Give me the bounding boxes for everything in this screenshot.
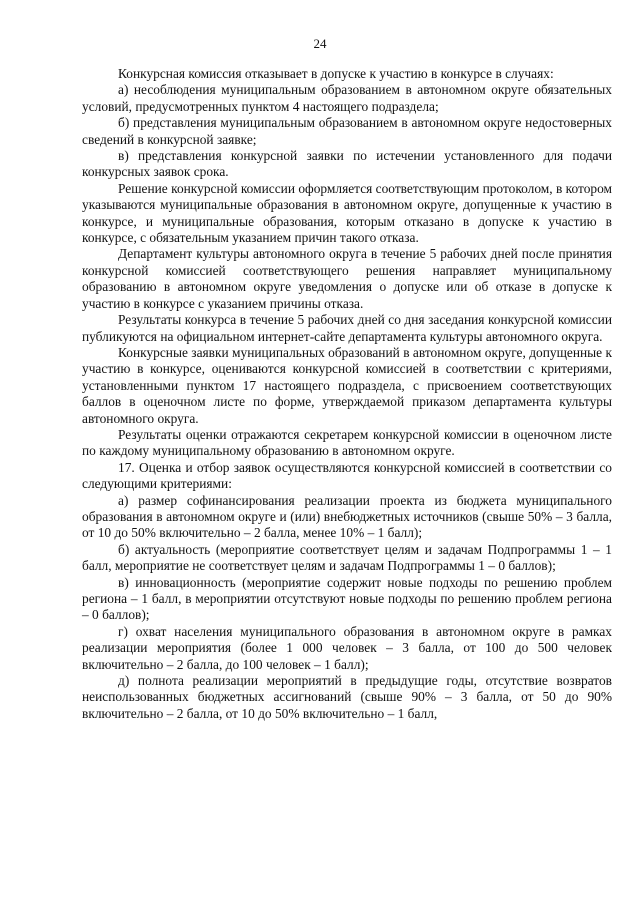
paragraph: д) полнота реализации мероприятий в предыдущие годы, отсутствие возвратов неиспользованных бюджетных ассигнований (свыше 90% – 3 балла, от 50 до 90% включительно – 2 балла, от 10 до 50% включительно – 1 балл,	[82, 673, 612, 721]
paragraph: Решение конкурсной комиссии оформляется соответствующим протоколом, в котором указываются муниципальные образования в автономном округе, допущенные к участию в конкурсе, и муниципальные образования, которым отказано в допуске к участию в конкурсе, с обязательным указанием причин такого отказа.	[82, 180, 612, 246]
paragraph: а) размер софинансирования реализации проекта из бюджета муниципального образования в автономном округе и (или) внебюджетных источников (свыше 50% – 3 балла, от 10 до 50% включительно – 2 балла, менее 10% – 1 балл);	[82, 492, 612, 541]
paragraph: в) инновационность (мероприятие содержит новые подходы по решению проблем региона – 1 балл, в мероприятии отсутствуют новые подходы по решению проблем региона – 0 баллов);	[82, 574, 612, 623]
page-number: 24	[313, 36, 327, 51]
paragraph: г) охват населения муниципального образования в автономном округе в рамках реализации мероприятия (более 1 000 человек – 3 балла, от 100 до 500 человек включительно – 2 балла, до 100 человек – 1 балл);	[82, 623, 612, 672]
paragraph: Конкурсные заявки муниципальных образований в автономном округе, допущенные к участию в конкурсе, оцениваются конкурсной комиссией в соответствии с критериями, установленными пунктом 17 настоящего подраздела, с присвоением соответствующих баллов в оценочном листе по форме, утверждаемой приказом департамента культуры автономного округа.	[82, 344, 612, 426]
paragraph: а) несоблюдения муниципальным образованием в автономном округе обязательных условий, предусмотренных пунктом 4 настоящего подраздела;	[82, 82, 612, 114]
document-body	[82, 66, 612, 722]
paragraph: Департамент культуры автономного округа в течение 5 рабочих дней после принятия конкурсной комиссией соответствующего решения направляет муниципальному образованию в автономном округе уведомления о допуске или об отказе в допуске к участию в конкурсе с указанием причины отказа.	[82, 246, 612, 311]
paragraph: в) представления конкурсной заявки по истечении установленного для подачи конкурсных заявок срока.	[82, 148, 612, 180]
paragraph: б) представления муниципальным образованием в автономном округе недостоверных сведений в конкурсной заявке;	[82, 115, 612, 147]
paragraph: Результаты конкурса в течение 5 рабочих дней со дня заседания конкурсной комиссии публикуются на официальном интернет-сайте департамента культуры автономного округа.	[82, 312, 612, 344]
paragraph: б) актуальность (мероприятие соответствует целям и задачам Подпрограммы 1 – 1 балл, мероприятие не соответствует целям и задачам Подпрограммы 1 – 0 баллов);	[82, 541, 612, 574]
paragraph: Конкурсная комиссия отказывает в допуске к участию в конкурсе в случаях:	[118, 66, 554, 81]
paragraph: 17. Оценка и отбор заявок осуществляются конкурсной комиссией в соответствии со следующими критериями:	[82, 459, 612, 492]
paragraph: Результаты оценки отражаются секретарем конкурсной комиссии в оценочном листе по каждому муниципальному образованию в автономном округе.	[82, 426, 612, 459]
